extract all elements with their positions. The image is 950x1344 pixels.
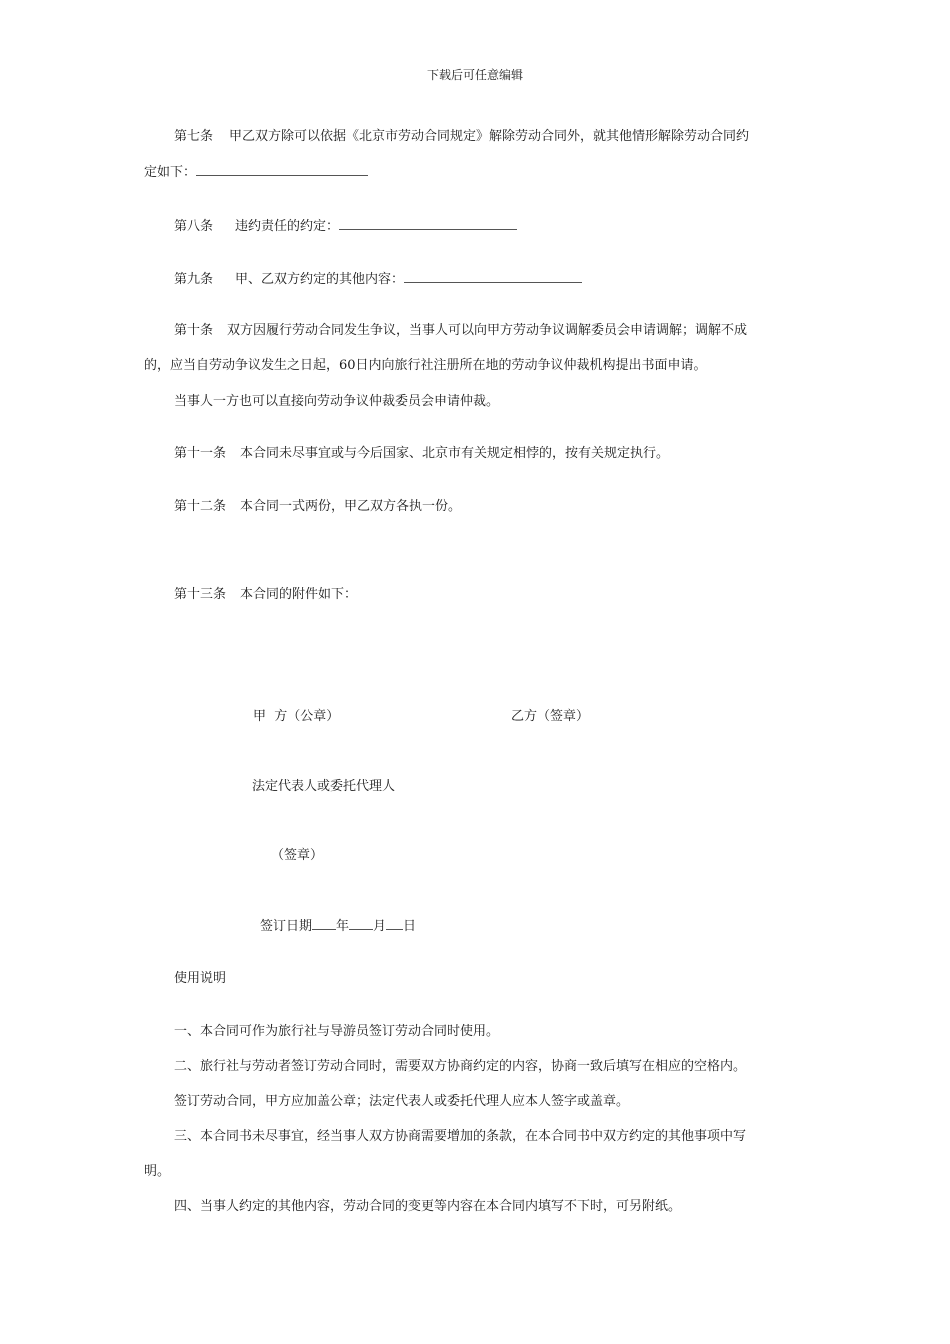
clause-9-blank[interactable] — [404, 270, 582, 283]
clause-11-text: 本合同未尽事宜或与今后国家、北京市有关规定相悖的，按有关规定执行。 — [240, 446, 670, 461]
clause-10-cont: 的，应当自劳动争议发生之日起，60日内向旅行社注册所在地的劳动争议仲裁机构提出书面申请。 — [144, 358, 707, 373]
party-a-seal: 甲 方（公章） — [253, 709, 340, 724]
instruction-4: 四、当事人约定的其他内容，劳动合同的变更等内容在本合同内填写不下时，可另附纸。 — [174, 1199, 682, 1214]
clause-10-label: 第十条 — [174, 323, 214, 338]
clause-8-label: 第八条 — [174, 219, 214, 234]
clause-10-text: 双方因履行劳动合同发生争议，当事人可以向甲方劳动争议调解委员会申请调解；调解不成 — [227, 323, 748, 338]
clause-12-label: 第十二条 — [174, 499, 227, 514]
clause-7-text: 甲乙双方除可以依据《北京市劳动合同规定》解除劳动合同外，就其他情形解除劳动合同约 — [229, 129, 750, 144]
header-note: 下载后可任意编辑 — [426, 68, 523, 82]
clause-9 — [174, 270, 582, 289]
instruction-3: 三、本合同书未尽事宜，经当事人双方协商需要增加的条款，在本合同书中双方约定的其他事项中写 — [174, 1129, 747, 1144]
representative-seal: （签章） — [271, 848, 324, 863]
clause-7-blank[interactable] — [196, 163, 368, 176]
instruction-2b: 签订劳动合同，甲方应加盖公章；法定代表人或委托代理人应本人签字或盖章。 — [174, 1094, 630, 1109]
year-label: 年 — [336, 919, 350, 934]
clause-8-blank[interactable] — [339, 217, 517, 230]
instruction-1: 一、本合同可作为旅行社与导游员签订劳动合同时使用。 — [174, 1024, 500, 1039]
clause-12-text: 本合同一式两份，甲乙双方各执一份。 — [240, 499, 462, 514]
instructions-title: 使用说明 — [174, 971, 227, 986]
day-blank[interactable] — [386, 917, 403, 930]
clause-9-label: 第九条 — [174, 272, 214, 287]
signing-date-label: 签订日期 — [260, 919, 313, 934]
party-b-seal: 乙方（签章） — [511, 709, 590, 724]
clause-10-cont2: 当事人一方也可以直接向劳动争议仲裁委员会申请仲裁。 — [174, 394, 500, 409]
clause-9-text: 甲、乙双方约定的其他内容： — [235, 272, 405, 287]
representative-label: 法定代表人或委托代理人 — [252, 779, 396, 794]
clause-13 — [174, 586, 357, 604]
clause-7-text-b: 定如下： — [144, 165, 197, 180]
month-label: 月 — [373, 919, 387, 934]
clause-12 — [174, 498, 461, 516]
day-label: 日 — [403, 919, 417, 934]
clause-7-label: 第七条 — [174, 129, 214, 144]
month-blank[interactable] — [349, 917, 373, 930]
clause-11-label: 第十一条 — [174, 446, 227, 461]
signing-date — [260, 917, 416, 936]
clause-7-cont — [144, 163, 368, 182]
clause-11 — [174, 445, 669, 463]
clause-8-text: 违约责任的约定： — [235, 219, 340, 234]
clause-10 — [174, 322, 747, 340]
clause-8 — [174, 217, 517, 236]
clause-13-label: 第十三条 — [174, 587, 227, 602]
instruction-2: 二、旅行社与劳动者签订劳动合同时，需要双方协商约定的内容，协商一致后填写在相应的空格内。 — [174, 1059, 747, 1074]
clause-13-text: 本合同的附件如下： — [240, 587, 358, 602]
clause-7 — [174, 128, 749, 146]
instruction-3-cont: 明。 — [144, 1164, 171, 1179]
year-blank[interactable] — [312, 917, 336, 930]
